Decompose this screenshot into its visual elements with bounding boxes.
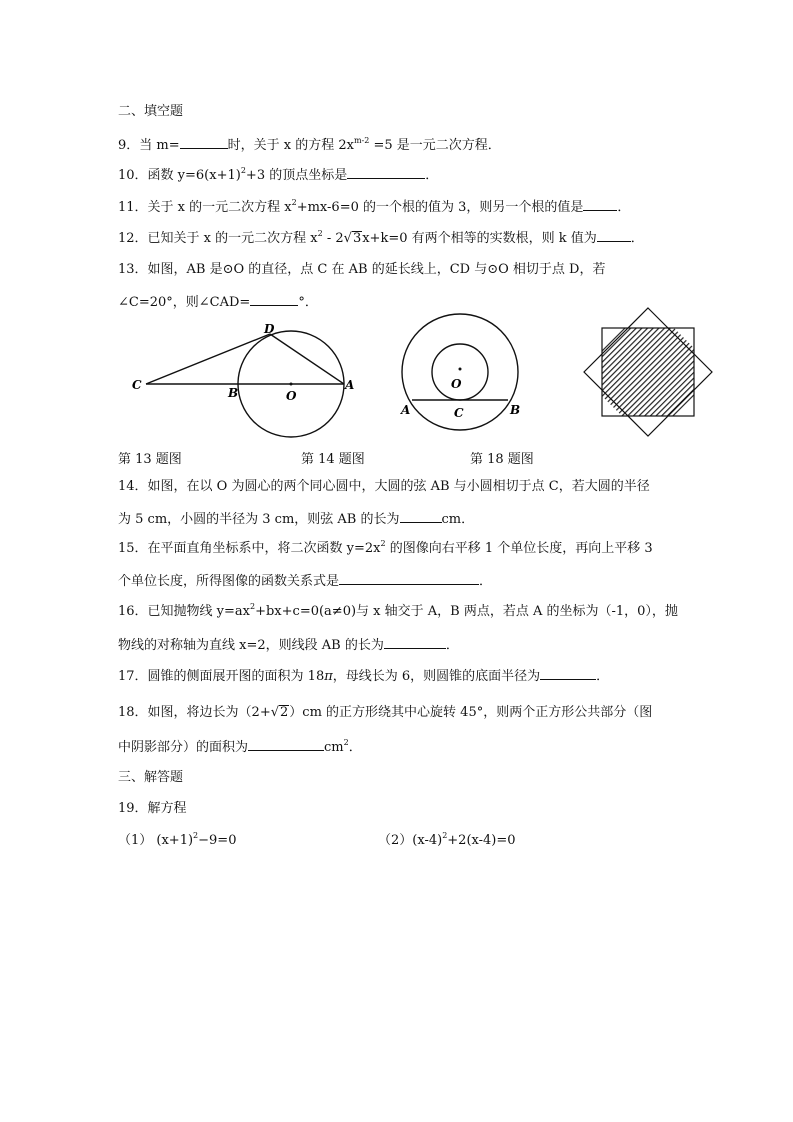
question-16-line1 [118, 604, 678, 620]
q17-answer-blank[interactable] [540, 667, 596, 680]
q13-text-after: °． [298, 295, 318, 310]
q9-text-before: 9．当 m= [118, 138, 180, 153]
q14-answer-blank[interactable] [400, 510, 442, 523]
q9-exponent: m-2 [353, 136, 370, 145]
q14-text-before: 为 5 cm，小圆的半径为 3 cm，则弦 AB 的长为 [118, 512, 400, 527]
q17-pi: π [324, 669, 333, 684]
q10-text-after: ． [425, 168, 439, 183]
question-13-line2 [118, 293, 318, 311]
q19-part1-exponent: 2 [193, 831, 199, 840]
q11-text-before: 11．关于 x 的一元二次方程 x [118, 200, 292, 215]
q18-text-after: ）cm 的正方形绕其中心旋转 45°，则两个正方形公共部分（图 [289, 705, 653, 720]
q10-text-mid: +3 的顶点坐标是 [245, 168, 348, 183]
q12-text-before: 12．已知关于 x 的一元二次方程 x [118, 231, 318, 246]
q10-text-before: 10．函数 y=6(x+1) [118, 168, 241, 183]
fig18-shaded-overlap [602, 328, 694, 416]
question-19-part2 [378, 833, 516, 849]
q15-text-before: 15．在平面直角坐标系中，将二次函数 y=2x [118, 541, 381, 556]
q17-text-before: 17．圆锥的侧面展开图的面积为 18 [118, 669, 325, 684]
question-15-line2 [118, 572, 492, 590]
q16-text-after: +bx+c=0(a≠0)与 x 轴交于 A，B 两点，若点 A 的坐标为（-1，0），抛 [255, 604, 678, 619]
fig18-caption: 第 18 题图 [470, 452, 534, 467]
q16-line2-before: 物线的对称轴为直线 x=2，则线段 AB 的长为 [118, 638, 384, 653]
fig13-label-c: C [132, 378, 142, 392]
question-17 [118, 667, 609, 685]
q12-text-mid: - 2 [322, 231, 344, 246]
q12-text-after: ． [630, 231, 644, 246]
q11-answer-blank[interactable] [583, 198, 617, 211]
fig14-label-a: A [401, 403, 411, 417]
section-title-solve: 三、解答题 [118, 770, 184, 785]
fig13-label-o: O [286, 389, 297, 403]
q12-exponent: 2 [317, 229, 323, 238]
q13-text-before: ∠C=20°，则∠CAD= [118, 295, 251, 310]
q10-answer-blank[interactable] [347, 166, 425, 179]
q16-line2-after: ． [445, 638, 459, 653]
fig14-caption: 第 14 题图 [301, 452, 365, 467]
q12-answer-blank[interactable] [597, 229, 631, 242]
fig13-caption: 第 13 题图 [118, 452, 182, 467]
question-14-line1: 14．如图，在以 O 为圆心的两个同心圆中，大圆的弦 AB 与小圆相切于点 C，若大圆的半径 [118, 479, 650, 494]
fig14-small-circle [432, 344, 488, 400]
question-9 [118, 136, 501, 154]
q12-radicand: 3 [352, 231, 362, 246]
q18-unit: cm [324, 740, 344, 755]
q19-part2-exponent: 2 [442, 831, 448, 840]
q15-answer-blank[interactable] [339, 572, 479, 585]
q18-radicand: 2 [280, 705, 289, 720]
q13-answer-blank[interactable] [250, 293, 298, 306]
q18-text-before: 18．如图，将边长为（2+ [118, 705, 271, 720]
q12-sqrt-sign: √ [343, 231, 352, 246]
figure-13 [124, 318, 364, 438]
question-10 [118, 166, 438, 184]
q10-exponent: 2 [240, 166, 246, 175]
q15-line2-before: 个单位长度，所得图像的函数关系式是 [118, 574, 340, 589]
q14-text-after: cm． [441, 512, 475, 527]
question-18-line1 [118, 705, 652, 721]
question-19-part1 [118, 833, 236, 849]
fig14-center-dot [459, 368, 462, 371]
question-11 [118, 198, 630, 216]
fig13-center-dot [290, 383, 293, 386]
fig14-label-b: B [510, 403, 521, 417]
q18-sqrt-sign: √ [270, 705, 280, 720]
question-12 [118, 229, 644, 247]
q15-line2-after: ． [479, 574, 493, 589]
question-18-line2 [118, 738, 362, 756]
q12-text-mid2: x+k=0 有两个相等的实数根，则 k 值为 [362, 231, 597, 246]
q18-unit-exponent: 2 [343, 738, 349, 747]
q17-text-after: ． [596, 669, 610, 684]
question-13-line1: 13．如图，AB 是⊙O 的直径，点 C 在 AB 的延长线上，CD 与⊙O 相切于点 D，若 [118, 262, 606, 277]
q17-text-mid: ，母线长为 6，则圆锥的底面半径为 [332, 669, 541, 684]
section-title-fill-in: 二、填空题 [118, 104, 184, 119]
figure-18 [584, 306, 724, 436]
q16-answer-blank[interactable] [384, 636, 446, 649]
fig13-label-d: D [264, 322, 275, 336]
fig13-tangent-cd [146, 334, 270, 384]
fig13-chord-da [270, 334, 344, 384]
q18-line2-end: ． [348, 740, 362, 755]
question-15-line1 [118, 541, 653, 557]
fig14-label-c: C [454, 406, 464, 420]
fig13-label-b: B [228, 386, 239, 400]
q9-text-mid: 时，关于 x 的方程 2x [227, 138, 354, 153]
q11-text-mid: +mx-6=0 的一个根的值为 3，则另一个根的值是 [296, 200, 584, 215]
question-16-line2 [118, 636, 459, 654]
q11-exponent: 2 [291, 198, 297, 207]
fig13-label-a: A [345, 378, 355, 392]
q16-text-before: 16．已知抛物线 y=ax [118, 604, 250, 619]
q15-exponent: 2 [380, 539, 386, 548]
q19-part2-after: +2(x-4)=0 [447, 833, 516, 848]
q19-part2-before: （2）(x-4) [378, 833, 443, 848]
q9-text-after: =5 是一元二次方程． [369, 138, 501, 153]
q19-part1-before: （1） (x+1) [118, 833, 194, 848]
figure-14 [396, 318, 536, 438]
question-14-line2 [118, 510, 474, 528]
q19-part1-after: −9=0 [198, 833, 237, 848]
q16-exponent: 2 [250, 602, 256, 611]
fig14-label-o: O [451, 377, 462, 391]
q15-text-after: 的图像向右平移 1 个单位长度，再向上平移 3 [385, 541, 653, 556]
question-19-title: 19．解方程 [118, 801, 187, 816]
q18-line2-before: 中阴影部分）的面积为 [118, 740, 249, 755]
q9-answer-blank[interactable] [180, 136, 228, 149]
q18-answer-blank[interactable] [248, 738, 324, 751]
q11-text-after: ． [617, 200, 631, 215]
